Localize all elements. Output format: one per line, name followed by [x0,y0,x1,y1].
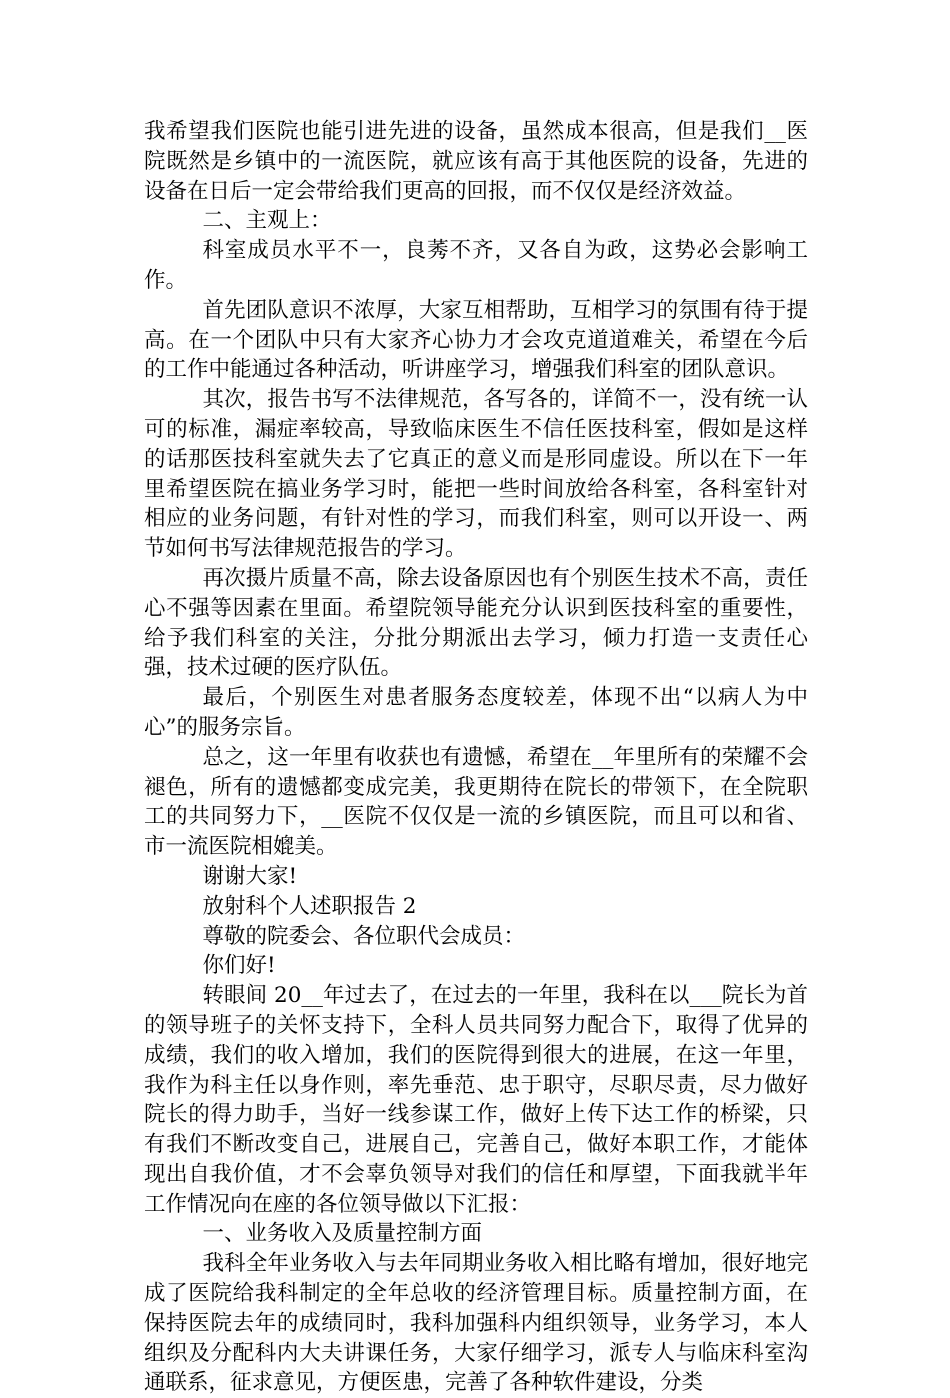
section-heading-subjective: 二、主观上： [202,208,332,234]
salutation: 尊敬的院委会、各位职代会成员： [202,923,525,949]
paragraph-equipment: 我希望我们医院也能引进先进的设备，虽然成本很高，但是我们__医院既然是乡镇中的一流医院，就应该有高于其他医院的设备，先进的设备在日后一定会带给我们更高的回报，而不仅仅是经济效益。 [144,119,808,204]
section-heading-business-income: 一、业务收入及质量控制方面 [202,1221,482,1247]
report-title-2: 放射科个人述职报告 2 [202,893,417,919]
paragraph-team-awareness: 首先团队意识不浓厚，大家互相帮助，互相学习的氛围有待于提高。在一个团队中只有大家齐心协力才会攻克道道难关，希望在今后的工作中能通过各种活动，听讲座学习，增强我们科室的团队意识。 [144,297,808,383]
paragraph-year-review: 转眼间 20__年过去了，在过去的一年里，我科在以___院长为首的领导班子的关怀支持下，全科人员共同努力配合下，取得了优异的成绩，我们的收入增加，我们的医院得到很大的进展，在这一年里，我作为科主任以身作则，率先垂范、忠于职守，尽职尽责，尽力做好院长的得力助手，当好一线参谋工作，做好上传下达工作的桥梁，只有我们不断改变自己，进展自己，完善自己，做好本职工作，才能体现出自我价值，才不会辜负领导对我们的信任和厚望，下面我就半年工作情况向在座的各位领导做以下汇报： [144,983,808,1217]
document-body [144,117,808,1398]
paragraph-film-quality: 再次摄片质量不高，除去设备原因也有个别医生技术不高，责任心不强等因素在里面。希望院领导能充分认识到医技科室的重要性，给予我们科室的关注，分批分期派出去学习，倾力打造一支责任心强，技术过硬的医疗队伍。 [144,565,808,681]
paragraph-report-writing: 其次，报告书写不法律规范，各写各的，详简不一，没有统一认可的标准，漏症率较高，导致临床医生不信任医技科室，假如是这样的话那医技科室就失去了它真正的意义而是形同虚设。所以在下一年里希望医院在搞业务学习时，能把一些时间放给各科室，各科室针对相应的业务问题，有针对性的学习，而我们科室，则可以开设一、两节如何书写法律规范报告的学习。 [144,387,808,562]
paragraph-thanks: 谢谢大家! [202,863,298,889]
paragraph-service-attitude: 最后，个别医生对患者服务态度较差，体现不出“以病人为中心”的服务宗旨。 [144,685,808,740]
paragraph-conclusion: 总之，这一年里有收获也有遗憾，希望在__年里所有的荣耀不会褪色，所有的遗憾都变成完美，我更期待在院长的带领下，在全院职工的共同努力下，__医院不仅仅是一流的乡镇医院，而且可以和省、市一流医院相媲美。 [144,744,808,860]
paragraph-income-quality: 我科全年业务收入与去年同期业务收入相比略有增加，很好地完成了医院给我科制定的全年总收的经济管理目标。质量控制方面，在保持医院去年的成绩同时，我科加强科内组织领导，业务学习，本人组织及分配科内大夫讲课任务，大家仔细学习，派专人与临床科室沟通联系，征求意见，方便医患，完善了各种软件建设，分类 [144,1251,808,1396]
greeting: 你们好! [202,953,276,979]
paragraph-staff-level: 科室成员水平不一，良莠不齐，又各自为政，这势必会影响工作。 [144,238,808,293]
